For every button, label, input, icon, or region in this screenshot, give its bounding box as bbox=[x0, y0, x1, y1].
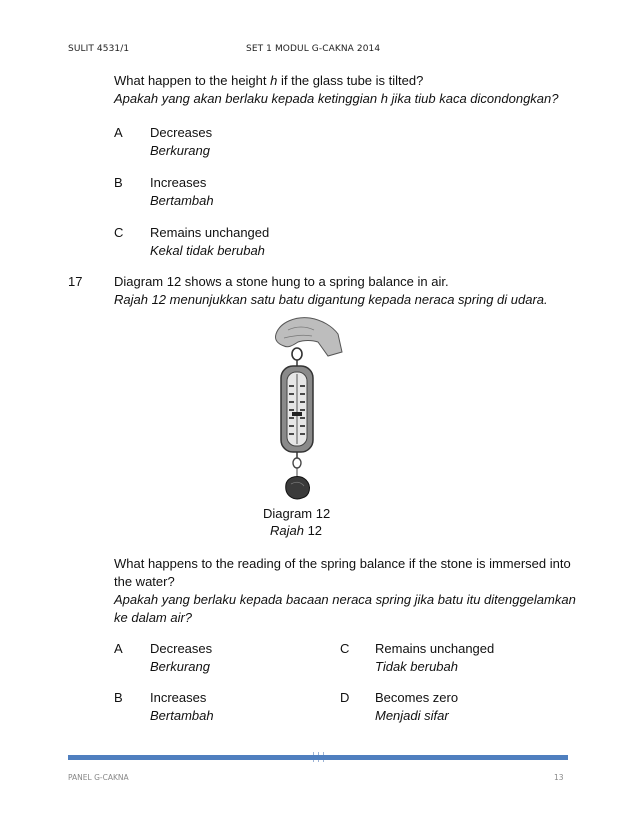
footer-bar bbox=[68, 755, 568, 760]
q17-question-ms-line2: ke dalam air? bbox=[114, 610, 193, 625]
stone bbox=[286, 477, 310, 499]
q17-question-ms-line1: Apakah yang berlaku kepada bacaan neraca spring jika batu itu ditenggelamkan bbox=[114, 592, 576, 607]
q16-question-ms: Apakah yang akan berlaku kepada ketinggian h jika tiub kaca dicondongkan? bbox=[114, 91, 559, 106]
diagram-caption-ms: Rajah 12 bbox=[270, 523, 323, 538]
q17-option-a-letter: A bbox=[114, 641, 123, 656]
q16-option-a-ms: Berkurang bbox=[150, 143, 210, 158]
page-number: 13 bbox=[554, 773, 564, 782]
q17-option-a-ms: Berkurang bbox=[150, 659, 210, 674]
q16-question-en: What happen to the height h if the glass tube is tilted? bbox=[114, 73, 424, 88]
q17-option-d-en: Becomes zero bbox=[375, 690, 459, 705]
q17-option-d-ms: Menjadi sifar bbox=[375, 708, 449, 723]
q16-option-c-ms: Kekal tidak berubah bbox=[150, 243, 265, 258]
hook-ring bbox=[293, 458, 301, 468]
q16-option-a-en: Decreases bbox=[150, 125, 213, 140]
q17-option-c-en: Remains unchanged bbox=[375, 641, 495, 656]
spring-balance-body bbox=[281, 366, 313, 452]
diagram-caption-en: Diagram 12 bbox=[263, 506, 331, 521]
header-left: SULIT 4531/1 bbox=[68, 44, 130, 54]
q17-option-b-letter: B bbox=[114, 690, 123, 705]
footer-left: PANEL G-CAKNA bbox=[68, 773, 129, 782]
q17-intro-en: Diagram 12 shows a stone hung to a spring balance in air. bbox=[114, 274, 449, 289]
q17-question-en-line1: What happens to the reading of the spring balance if the stone is immersed into bbox=[114, 556, 571, 571]
hand-illustration bbox=[275, 318, 342, 356]
q17-option-c-letter: C bbox=[340, 641, 350, 656]
q17-option-d-letter: D bbox=[340, 690, 350, 705]
q16-option-b-ms: Bertambah bbox=[150, 193, 214, 208]
pointer bbox=[292, 412, 302, 416]
q17-option-c-ms: Tidak berubah bbox=[375, 659, 458, 674]
q17-option-b-ms: Bertambah bbox=[150, 708, 214, 723]
top-ring bbox=[292, 348, 302, 360]
q17-option-b-en: Increases bbox=[150, 690, 207, 705]
q17-option-a-en: Decreases bbox=[150, 641, 213, 656]
q16-option-b-en: Increases bbox=[150, 175, 207, 190]
header-center: SET 1 MODUL G-CAKNA 2014 bbox=[246, 44, 381, 54]
q17-question-en-line2: the water? bbox=[114, 574, 175, 589]
spring-balance-diagram bbox=[258, 312, 348, 508]
q16-option-b-letter: B bbox=[114, 175, 123, 190]
q16-option-c-en: Remains unchanged bbox=[150, 225, 270, 240]
q17-number: 17 bbox=[68, 274, 83, 289]
q16-option-a-letter: A bbox=[114, 125, 123, 140]
q17-intro-ms: Rajah 12 menunjukkan satu batu digantung kepada neraca spring di udara. bbox=[114, 292, 548, 307]
q16-option-c-letter: C bbox=[114, 225, 124, 240]
